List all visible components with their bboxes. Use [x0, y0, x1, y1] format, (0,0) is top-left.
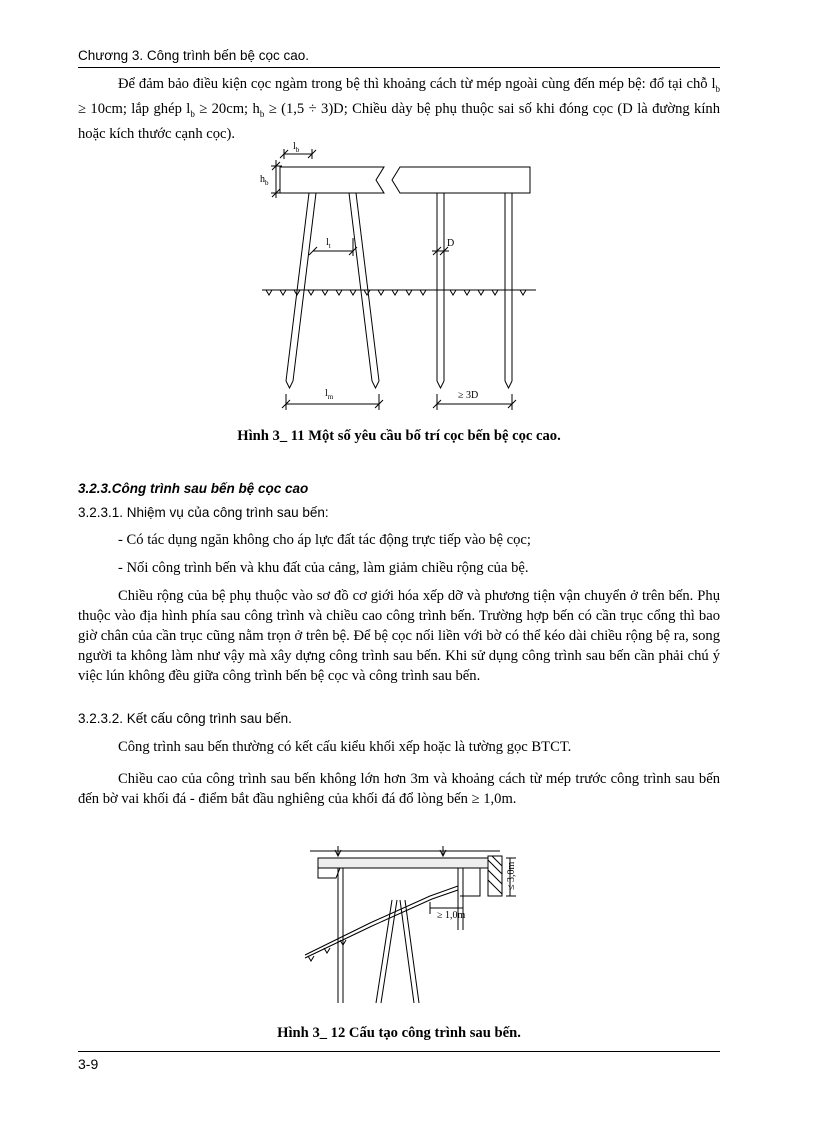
subsection-title-2: 3.2.3.2. Kết cấu công trình sau bến. [78, 711, 292, 726]
figure-pile-layout [240, 138, 560, 416]
subsection-title-1: 3.2.3.1. Nhiệm vụ của công trình sau bến: [78, 505, 329, 520]
paragraph-height: Chiều cao của công trình sau bến không lớn hơn 3m và khoảng cách từ mép trước công trình sau bến đến bờ vai khối đá - điểm bắt đầu nghiêng của khối đá đổ lòng bến ≥ 1,0m. [78, 771, 720, 807]
label-lt: $l_t$ [326, 237, 331, 250]
intro-paragraph: Để đảm bảo điều kiện cọc ngàm trong bệ thì khoảng cách từ mép ngoài cùng đến mép bệ: đổ tại chỗ $l_b \ge 10cm$; lắp ghép $l_b \ge 20cm$; $h_b \ge (1,5 \div 3)D$; Chiều dày bệ phụ thuộc sai số khi đóng cọc (D là đường kính hoặc kích thước cạnh cọc). [78, 76, 720, 142]
label-lb: $l_b$ [293, 141, 300, 154]
figure-12-caption: Hình 3_ 12 Cấu tạo công trình sau bến. [277, 1025, 521, 1041]
label-hb: $h_b$ [260, 174, 269, 187]
bullet-item-2: - Nối công trình bến và khu đất của cảng, làm giảm chiều rộng của bệ. [118, 560, 529, 576]
label-d: D [447, 238, 455, 249]
page-number: 3-9 [78, 1056, 99, 1072]
paragraph-width: Chiều rộng của bệ phụ thuộc vào sơ đồ cơ giới hóa xếp dỡ và phương tiện vận chuyển ở trên bến. Phụ thuộc vào địa hình phía sau công trình và chiều cao công trình bến. Trường hợp bến có cần trục cổng thì bao giờ chân của cần trục cũng nằm trọn ở trên bệ. Để bệ cọc nối liền với bờ có thể kéo dài chiều rộng bệ ra, song người ta không làm như vậy mà xây dựng công trình sau bến. Khi sử dụng công trình sau bến cần phải chú ý việc lún không đều giữa công trình bến bệ cọc và công trình sau bến. [78, 588, 720, 684]
chapter-title: Chương 3. Công trình bến bệ cọc cao. [78, 48, 310, 63]
figure-11-caption: Hình 3_ 11 Một số yêu cầu bố trí cọc bến bệ cọc cao. [237, 428, 561, 444]
label-distance-min: ≥ 1,0m [437, 910, 466, 921]
figure-back-structure [280, 838, 530, 1014]
section-title: 3.2.3.Công trình sau bến bệ cọc cao [78, 481, 309, 496]
label-3d: ≥ 3D [458, 390, 479, 401]
page-header [78, 46, 720, 68]
footer-rule [78, 1051, 720, 1052]
paragraph-structure: Công trình sau bến thường có kết cấu kiểu khối xếp hoặc là tường gọc BTCT. [118, 739, 572, 755]
bullet-item-1: - Có tác dụng ngăn không cho áp lực đất tác động trực tiếp vào bệ cọc; [118, 532, 531, 548]
label-height-max: ≤ 3,0m [506, 861, 517, 890]
label-lm: $l_m$ [325, 388, 334, 401]
